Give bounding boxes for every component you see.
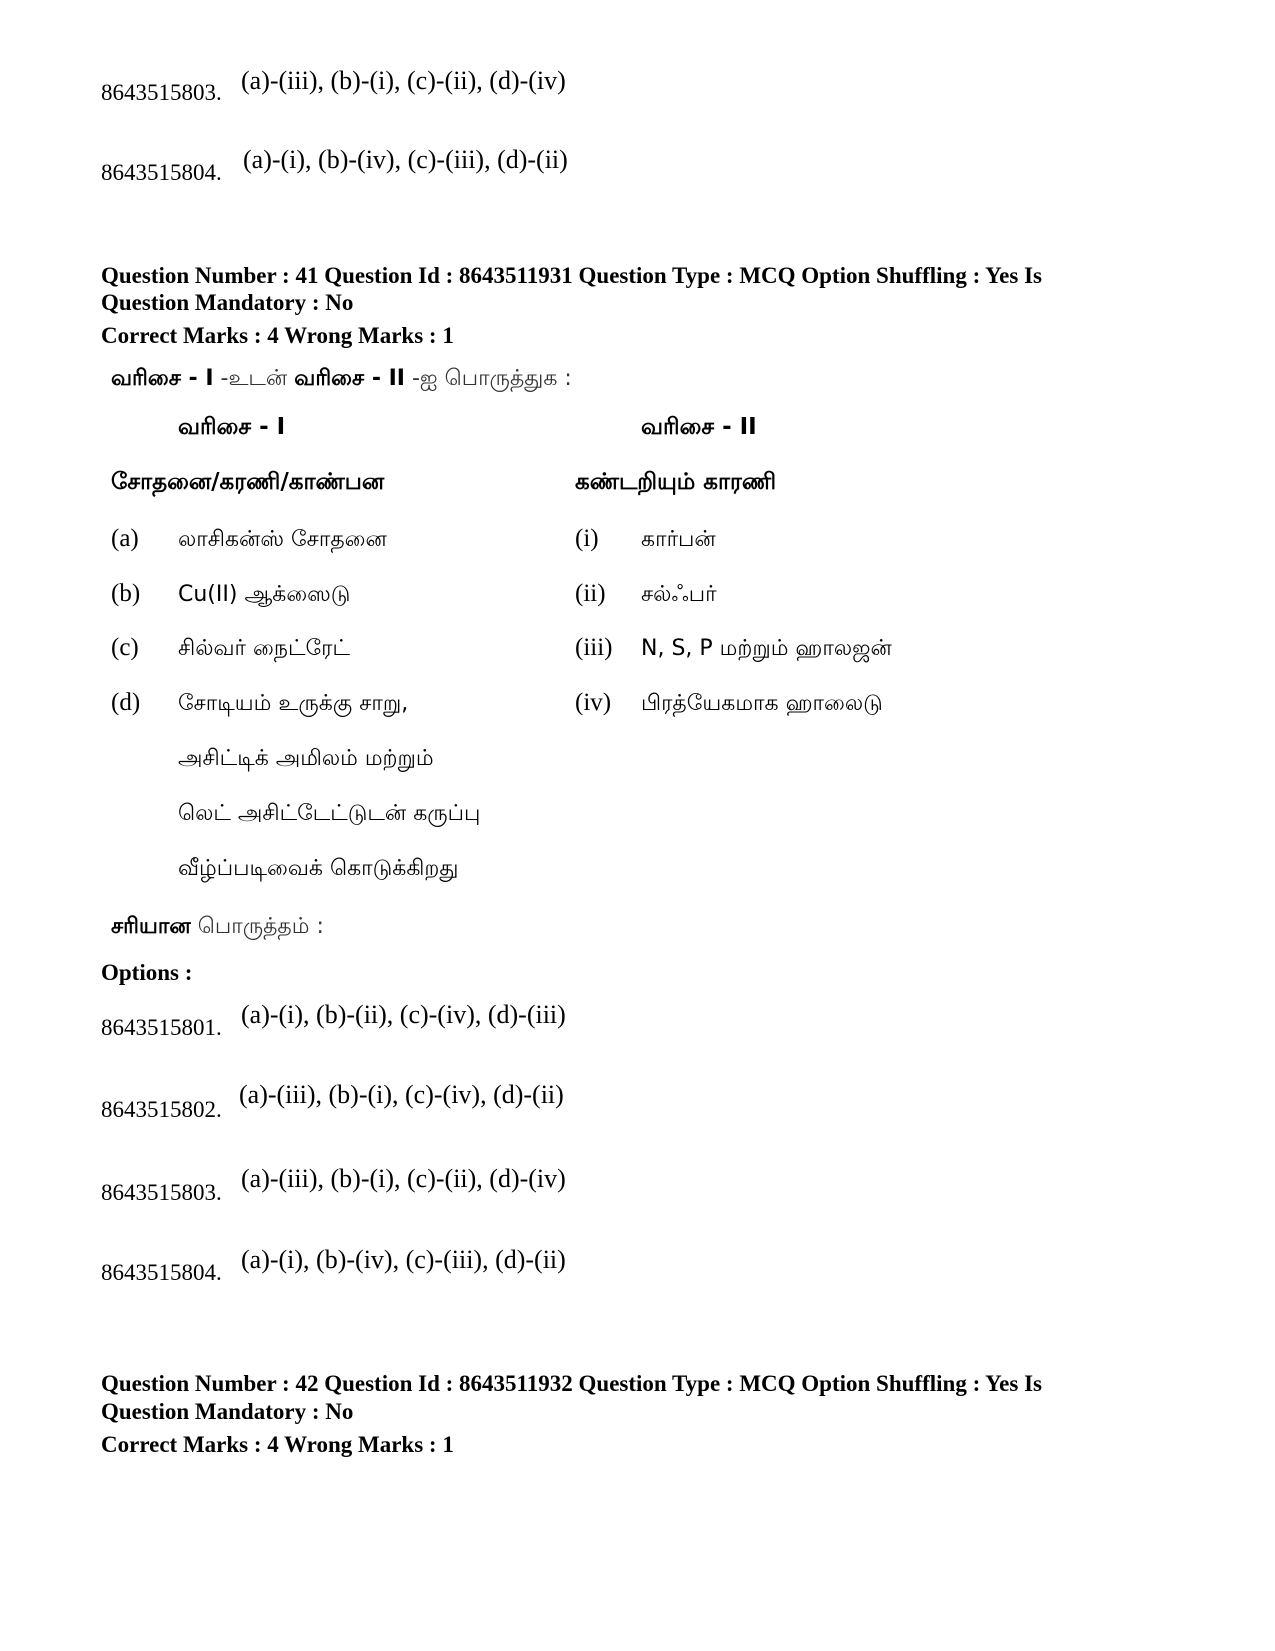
- instruction-tail: -ஐ பொருத்துக :: [404, 366, 572, 391]
- answer-prompt-rest: பொருத்தம் :: [190, 914, 324, 939]
- option-id: 8643515802.: [101, 1097, 222, 1122]
- option-id: 8643515804.: [101, 160, 222, 185]
- option-text: (a)-(i), (b)-(iv), (c)-(iii), (d)-(ii): [243, 145, 568, 174]
- option-text[interactable]: (a)-(iii), (b)-(i), (c)-(ii), (d)-(iv): [241, 1164, 566, 1193]
- row-d-continuation: அசிட்டிக் அமிலம் மற்றும்: [178, 746, 434, 771]
- row-iv-label: (iv): [575, 689, 612, 716]
- option-id: 8643515804.: [101, 1260, 222, 1285]
- row-iv-text: பிரத்யேகமாக ஹாலைடு: [641, 691, 883, 716]
- option-text[interactable]: (a)-(i), (b)-(ii), (c)-(iv), (d)-(iii): [241, 1000, 566, 1029]
- row-a-text: லாசிகன்ஸ் சோதனை: [178, 527, 387, 552]
- row-d-text: சோடியம் உருக்கு சாறு,: [178, 691, 409, 716]
- col2-title: வரிசை - II: [641, 414, 757, 440]
- row-ii-label: (ii): [575, 580, 606, 607]
- col1-title: வரிசை - I: [178, 414, 286, 440]
- row-d-label: (d): [111, 689, 141, 716]
- option-id: 8643515801.: [101, 1015, 222, 1040]
- col2-subtitle: கண்டறியும் காரணி: [575, 469, 777, 495]
- options-label: Options :: [101, 960, 193, 985]
- row-iii-label: (iii): [575, 634, 613, 661]
- q42-header-line2: Question Mandatory : No: [101, 1399, 354, 1424]
- option-id: 8643515803.: [101, 1180, 222, 1205]
- col1-subtitle: சோதனை/கரணி/காண்பன: [111, 469, 385, 495]
- row-c-text: சில்வர் நைட்ரேட்: [178, 636, 350, 661]
- row-c-label: (c): [111, 634, 139, 661]
- instruction-list2: வரிசை - II: [294, 366, 405, 391]
- instruction-list1: வரிசை - I: [111, 366, 214, 391]
- option-id: 8643515803.: [101, 80, 222, 105]
- q42-header-line3: Correct Marks : 4 Wrong Marks : 1: [101, 1432, 454, 1457]
- row-i-label: (i): [575, 525, 599, 552]
- q42-header-line1: Question Number : 42 Question Id : 8643511932 Question Type : MCQ Option Shuffling : Yes Is: [101, 1371, 1042, 1396]
- row-ii-text: சல்ஃபர்: [641, 582, 717, 607]
- option-text: (a)-(iii), (b)-(i), (c)-(ii), (d)-(iv): [241, 66, 566, 95]
- row-a-label: (a): [111, 525, 139, 552]
- row-iii-text: N, S, P மற்றும் ஹாலஜன்: [641, 636, 892, 661]
- q41-instruction: [111, 366, 572, 394]
- instruction-mid: -உடன்: [213, 366, 295, 391]
- option-text[interactable]: (a)-(iii), (b)-(i), (c)-(iv), (d)-(ii): [239, 1080, 564, 1109]
- row-i-text: கார்பன்: [641, 527, 716, 552]
- answer-prompt: [111, 914, 324, 942]
- row-d-continuation: வீழ்ப்படிவைக் கொடுக்கிறது: [178, 856, 459, 881]
- row-d-continuation: லெட் அசிட்டேட்டுடன் கருப்பு: [178, 801, 481, 826]
- option-text[interactable]: (a)-(i), (b)-(iv), (c)-(iii), (d)-(ii): [241, 1245, 566, 1274]
- q41-header-line3: Correct Marks : 4 Wrong Marks : 1: [101, 323, 454, 348]
- q41-header-line2: Question Mandatory : No: [101, 290, 354, 315]
- q41-header-line1: Question Number : 41 Question Id : 8643511931 Question Type : MCQ Option Shuffling : Yes Is: [101, 263, 1042, 288]
- answer-prompt-bold: சரியான: [111, 914, 191, 939]
- row-b-label: (b): [111, 580, 141, 607]
- row-b-text: Cu(II) ஆக்ஸைடு: [178, 582, 351, 607]
